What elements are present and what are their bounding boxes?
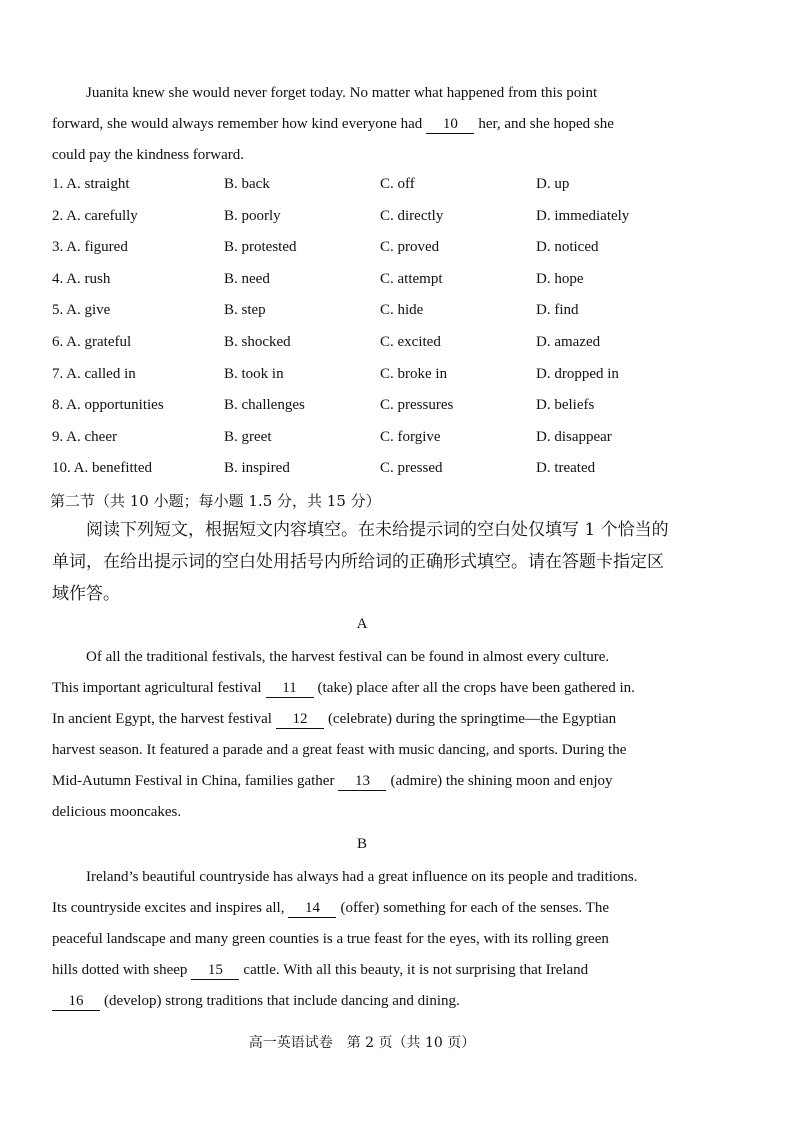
option: 9. A. cheer [52, 428, 117, 445]
instructions [52, 514, 692, 610]
intro-line-1: Juanita knew she would never forget today. No matter what happened from this point [86, 85, 598, 101]
question-row [52, 330, 692, 362]
text: Mid-Autumn Festival in China, families gather [52, 773, 335, 789]
option: D. amazed [536, 333, 601, 350]
option: D. hope [536, 270, 584, 287]
question-row [52, 235, 692, 267]
passage-a-label: A [356, 616, 368, 632]
text: hills dotted with sheep [52, 962, 188, 978]
option: C. broke in [380, 365, 448, 382]
intro-line-2 [52, 109, 680, 140]
text: Its countryside excites and inspires all, [52, 900, 285, 916]
passage-line [52, 673, 680, 704]
option: B. greet [224, 428, 272, 445]
choice-options [52, 172, 692, 488]
text: (offer) something for each of the senses. The [340, 900, 609, 916]
text: This important agricultural festival [52, 680, 262, 696]
option: D. noticed [536, 239, 599, 256]
option: B. step [224, 302, 266, 319]
passage-line: delicious mooncakes. [52, 804, 182, 820]
option: 8. A. opportunities [52, 397, 164, 414]
question-row [52, 456, 692, 488]
option: C. directly [380, 207, 444, 224]
instruction-line: 阅读下列短文，根据短文内容填空。在未给提示词的空白处仅填写 1 个恰当的 [86, 520, 669, 540]
option: C. pressures [380, 397, 454, 414]
passage-a [52, 642, 680, 828]
passage-line: Of all the traditional festivals, the harvest festival can be found in almost every culture. [86, 649, 610, 665]
blank-13: 13 [338, 772, 386, 791]
option: B. need [224, 270, 270, 287]
option: D. up [536, 176, 570, 192]
passage-line [52, 766, 680, 797]
passage-line: peaceful landscape and many green counties is a true feast for the eyes, with its rolling green [52, 931, 609, 947]
option: D. treated [536, 460, 596, 477]
blank-11: 11 [266, 679, 314, 698]
option: 1. A. straight [52, 176, 130, 192]
text: In ancient Egypt, the harvest festival [52, 711, 272, 727]
blank-14: 14 [288, 899, 336, 918]
option: B. shocked [224, 333, 291, 350]
option: B. challenges [224, 397, 305, 414]
intro-line-2-b: her, and she hoped she [478, 116, 614, 132]
option: B. inspired [224, 460, 290, 477]
option: D. immediately [536, 207, 630, 224]
option: 10. A. benefitted [52, 460, 152, 477]
question-row [52, 298, 692, 330]
option: C. proved [380, 239, 440, 256]
text: (admire) the shining moon and enjoy [390, 773, 613, 789]
blank-10: 10 [426, 115, 474, 134]
text: (develop) strong traditions that include dancing and dining. [104, 993, 460, 1009]
option: C. excited [380, 333, 441, 350]
question-row [52, 172, 692, 204]
option: C. off [380, 176, 415, 192]
blank-12: 12 [276, 710, 324, 729]
instruction-line: 域作答。 [52, 584, 120, 604]
blank-16: 16 [52, 992, 100, 1011]
question-row [52, 393, 692, 425]
option: C. attempt [380, 270, 443, 287]
option: B. took in [224, 365, 284, 382]
option: C. forgive [380, 428, 441, 445]
option: 5. A. give [52, 302, 111, 319]
intro-line-2-a: forward, she would always remember how kind everyone had [52, 116, 423, 132]
option: D. disappear [536, 428, 612, 445]
question-row [52, 267, 692, 299]
intro-paragraph [52, 78, 680, 171]
question-row [52, 204, 692, 236]
option: D. find [536, 302, 579, 319]
question-row [52, 425, 692, 457]
option: 7. A. called in [52, 365, 136, 382]
passage-line: Ireland’s beautiful countryside has always had a great influence on its people and traditions. [86, 869, 638, 885]
passage-line [52, 893, 680, 924]
passage-b [52, 862, 680, 1017]
page-footer: 高一英语试卷 第 2 页（共 10 页） [248, 1035, 476, 1051]
text: (take) place after all the crops have been gathered in. [317, 680, 635, 696]
option: 6. A. grateful [52, 333, 132, 350]
option: 3. A. figured [52, 239, 128, 256]
option: 2. A. carefully [52, 207, 138, 224]
option: B. poorly [224, 207, 281, 224]
option: 4. A. rush [52, 270, 111, 287]
passage-line [52, 986, 680, 1017]
blank-15: 15 [191, 961, 239, 980]
section-heading: 第二节（共 10 小题；每小题 1.5 分，共 15 分） [50, 492, 381, 510]
option: B. protested [224, 239, 297, 256]
passage-line [52, 704, 680, 735]
intro-line-3: could pay the kindness forward. [52, 147, 245, 163]
passage-line: harvest season. It featured a parade and a great feast with music dancing, and sports. During the [52, 742, 627, 758]
option: B. back [224, 176, 270, 192]
passage-line [52, 955, 680, 986]
option: D. dropped in [536, 365, 619, 382]
instruction-line: 单词，在给出提示词的空白处用括号内所给词的正确形式填空。请在答题卡指定区 [52, 552, 664, 572]
question-row [52, 362, 692, 394]
passage-b-label: B [356, 836, 367, 852]
text: (celebrate) during the springtime—the Egyptian [327, 711, 617, 727]
option: C. hide [380, 302, 424, 319]
option: C. pressed [380, 460, 443, 477]
option: D. beliefs [536, 397, 595, 414]
text: cattle. With all this beauty, it is not surprising that Ireland [243, 962, 589, 978]
